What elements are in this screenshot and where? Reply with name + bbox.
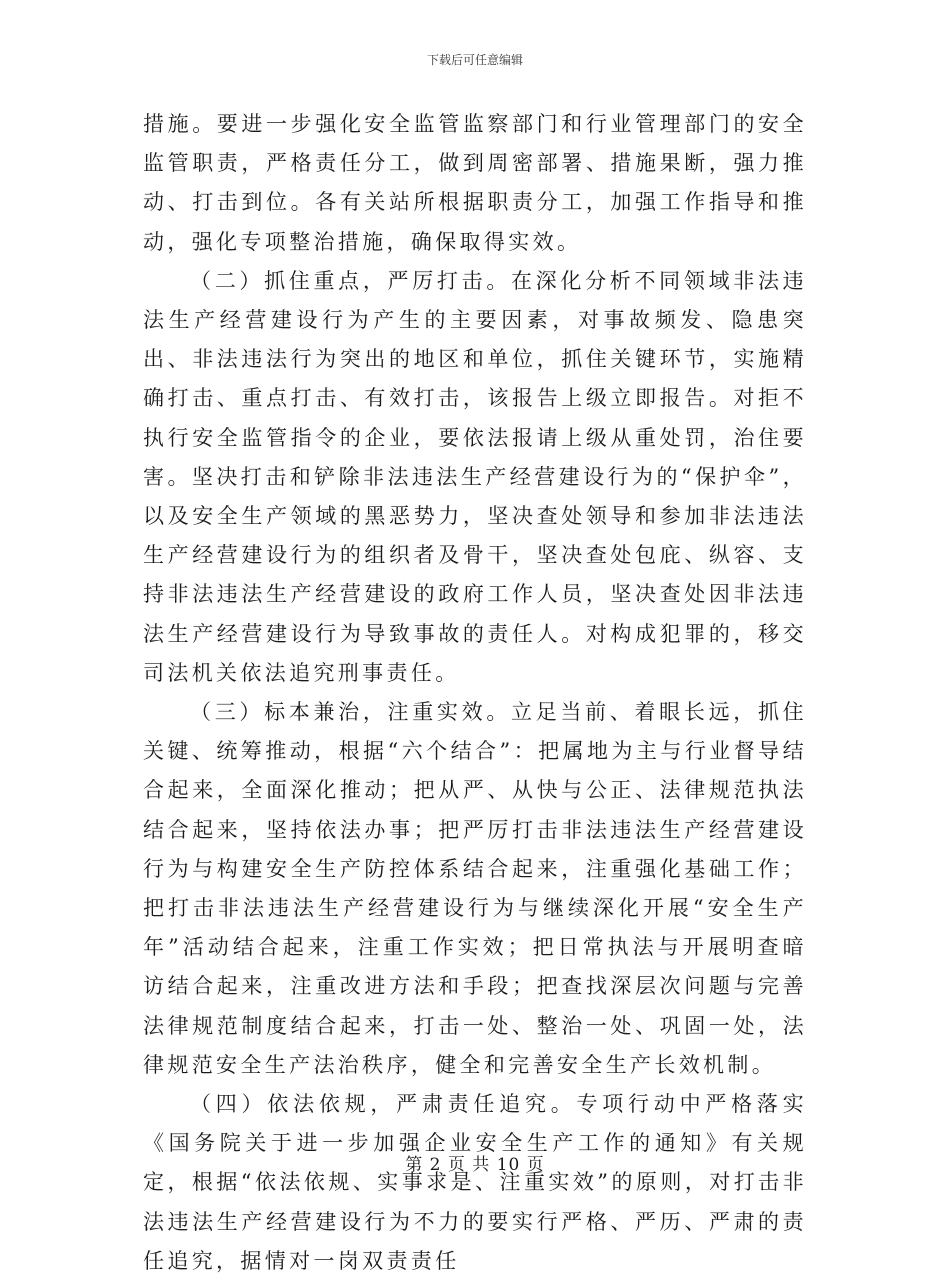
page-footer (0, 1154, 950, 1176)
page-header: 下载后可任意编辑 (426, 53, 523, 67)
paragraph-continued: 措施。要进一步强化安全监管监察部门和行业管理部门的安全监管职责，严格责任分工，做到周密部署、措施果断，强力推动、打击到位。各有关站所根据职责分工，加强工作指导和推动，强化专项整治措施，确保取得实效。 (143, 112, 807, 254)
paragraph-section-4: （四）依法依规，严肃责任追究。专项行动中严格落实《国务院关于进一步加强企业安全生产工作的通知》有关规定，根据“依法依规、实事求是、注重实效”的原则，对打击非法违法生产经营建设行为不力的要实行严格、严历、严肃的责任追究，据情对一岗双责责任 (143, 1092, 807, 1273)
footer-page-number: 2 (429, 1155, 442, 1175)
paragraph-section-2: （二）抓住重点，严厉打击。在深化分析不同领域非法违法生产经营建设行为产生的主要因素，对事故频发、隐患突出、非法违法行为突出的地区和单位，抓住关键环节，实施精确打击、重点打击、有效打击，该报告上级立即报告。对拒不执行安全监管指令的企业，要依法报请上级从重处罚，治住要害。坚决打击和铲除非法违法生产经营建设行为的“保护伞”，以及安全生产领域的黑恶势力，坚决查处领导和参加非法违法生产经营建设行为的组织者及骨干，坚决查处包庇、纵容、支持非法违法生产经营建设的政府工作人员，坚决查处因非法违法生产经营建设行为导致事故的责任人。对构成犯罪的，移交司法机关依法追究刑事责任。 (143, 268, 807, 685)
footer-prefix: 第 (405, 1155, 424, 1175)
paragraph-section-3: （三）标本兼治，注重实效。立足当前、着眼长远，抓住关键、统筹推动，根据“六个结合”：把属地为主与行业督导结合起来，全面深化推动；把从严、从快与公正、法律规范执法结合起来，坚持依法办事；把严厉打击非法违法生产经营建设行为与构建安全生产防控体系结合起来，注重强化基础工作；把打击非法违法生产经营建设行为与继续深化开展“安全生产年”活动结合起来，注重工作实效；把日常执法与开展明查暗访结合起来，注重改进方法和手段；把查找深层次问题与完善法律规范制度结合起来，打击一处、整治一处、巩固一处，法律规范安全生产法治秩序，健全和完善安全生产长效机制。 (143, 700, 807, 1077)
footer-total-pages: 10 (496, 1155, 521, 1175)
footer-suffix: 页 (526, 1155, 545, 1175)
footer-middle: 页 共 (447, 1155, 491, 1175)
document-body (143, 105, 807, 1281)
